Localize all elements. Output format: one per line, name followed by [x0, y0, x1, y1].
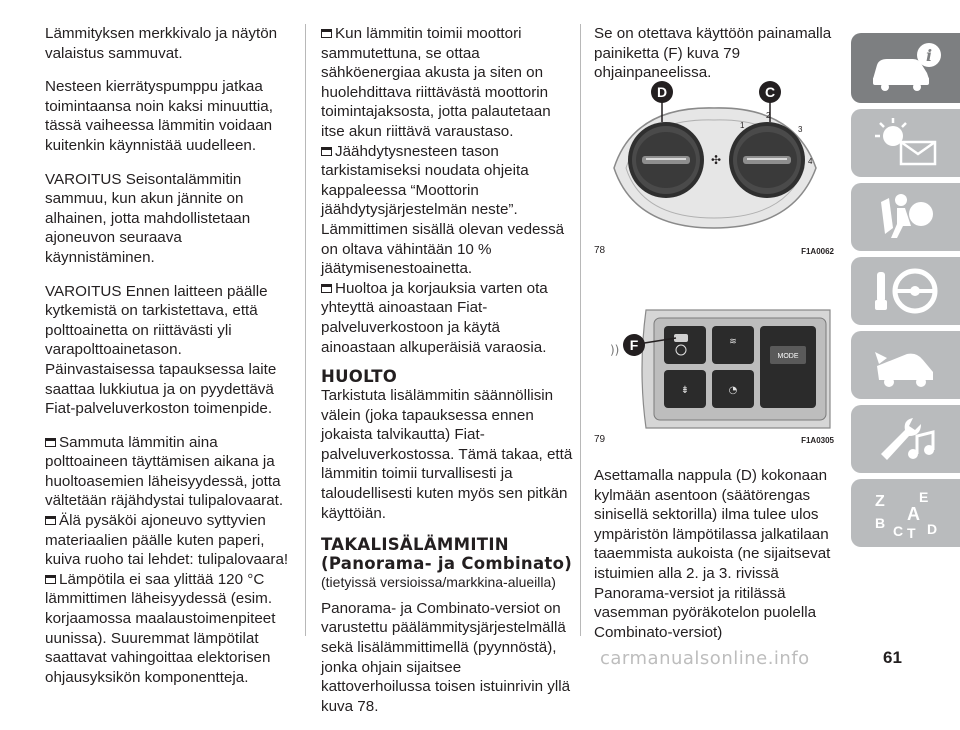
heater-knobs-illustration [594, 78, 834, 243]
callout-f: F [629, 337, 639, 353]
tab-index[interactable] [851, 479, 960, 547]
svg-text:Z: Z [874, 493, 885, 510]
tick-label: 3 [798, 125, 803, 134]
warning-paragraph: VAROITUS Seisontalämmitin sammuu, kun akun jännite on alhainen, jotta mahdollistetaan ajoneuvon seuraava käynnistäminen. [45, 170, 251, 266]
svg-text:B: B [874, 515, 885, 531]
tab-maintenance-multimedia[interactable] [851, 405, 960, 473]
figure-number: 79 [594, 434, 606, 445]
svg-text:C: C [892, 523, 903, 539]
figure-caption [594, 434, 834, 445]
bullet-item [45, 570, 295, 688]
column-right-lower [594, 466, 834, 656]
bullet-text: Sammuta lämmitin aina polttoaineen täyttämisen aikana ja huoltoasemien läheisyydessä, jotta vältetään räjähdystai tulipalovaarat. [45, 433, 284, 510]
bullet-item [45, 433, 295, 511]
column-divider [580, 24, 581, 636]
svg-text:◔: ◔ [728, 385, 738, 396]
section-heading: TAKALISÄLÄMMITIN (Panorama- ja Combinato) [321, 535, 573, 574]
watermark: carmanualsonline.info [600, 648, 810, 669]
bullet-item [321, 279, 573, 357]
paragraph: Tarkistuta lisälämmitin säännöllisin välein (joka tapauksessa ennen jokaista talvikautta) Fiat-palveluverkostossa. Tämä takaa, että lämmitin toimii turvallisesti ja taloudellisesti kuten myös sen pitkän käyttöiän. [321, 387, 573, 522]
column-middle [321, 24, 573, 730]
paragraph: Lämmityksen merkkivalo ja näytön valaistus sammuvat. [45, 25, 278, 62]
bullet-text: Huoltoa ja korjauksia varten ota yhteyttä ainoastaan Fiat-palveluverkostoon ja käytä ainoastaan alkuperäisiä varaosia. [321, 279, 548, 356]
alphabet-index-icon [867, 484, 945, 542]
svg-text:E: E [918, 489, 928, 505]
section-heading: HUOLTO [321, 367, 398, 387]
bullet-item [321, 142, 573, 279]
bullet-text: Älä pysäköi ajoneuvo syttyvien materiaalien päälle kuten paperi, kuiva ruoho tai lehdet: tulipalovaara! [45, 512, 289, 569]
svg-text:A: A [906, 504, 920, 524]
airbag-seat-icon [867, 188, 945, 246]
paragraph: Asettamalla nappula (D) kokonaan kylmään asentoon (säätörengas sinisellä sektorilla) ilma tulee ulos ympäristön lämpötilassa jalkatilaan taaemmista aukoista (ne sijaitsevat istuimien alla 2. ja 3. rivissä Panorama-versiot ja ritilässä vasemman pyöräkotelon puolella Combinato-versiot) [594, 467, 831, 641]
bullet-text: Kun lämmitin toimii moottori sammutettuna, se ottaa sähköenergiaa akusta ja siten on huolehdittava riittävästä moottorin toimintajaksosta, jotta palautetaan itse akun riittävä varaustaso. [321, 25, 551, 140]
key-steering-wheel-icon [867, 262, 945, 320]
tick-label: 2 [766, 111, 771, 120]
figure-number: 78 [594, 245, 606, 256]
column-left [45, 24, 295, 687]
car-crash-icon [867, 336, 945, 394]
tab-emergency[interactable] [851, 331, 960, 399]
bullet-item [321, 24, 573, 142]
figure-79 [594, 300, 834, 445]
tick-label: 4 [808, 157, 813, 166]
lights-message-icon [867, 114, 945, 172]
figure-code: F1A0305 [801, 436, 834, 445]
bullet-text: Jäähdytysnesteen tason tarkistamiseksi noudata ohjeita kappaleessa “Moottorin jäähdytysjärjestelmän neste”. Lämmittimen sisällä olevan vedessä on oltava vähintään 10 % jäätymisenestoainetta. [321, 142, 565, 278]
bullet-item [45, 511, 295, 570]
warning-paragraph: VAROITUS Ennen laitteen päälle kytkemistä on tarkistettava, että polttoainetta on riittävästi yli varapolttoainetason. Päinvastaisessa tapauksessa laite saattaa lukkiutua ja on pyydettävä Fiat-palveluverkoston toimenpide. [45, 282, 277, 418]
svg-text:≋: ≋ [729, 337, 737, 347]
bullet-text: Lämpötila ei saa ylittää 120 °C lämmittimen läheisyydessä (esim. korjaamossa maalaustoimenpiteet uunissa). Suuremmat lämpötilat saattavat vahingoittaa elektorisen ohjausyksikön komponentteja. [45, 570, 276, 686]
figure-78 [594, 78, 834, 256]
paragraph: Nesteen kierrätyspumppu jatkaa toimintaansa noin kaksi minuuttia, tässä vaiheessa lämmitin voidaan kuitenkin käynnistää uudelleen. [45, 78, 273, 154]
mode-label: MODE [777, 353, 799, 360]
availability-note: (tietyissä versioissa/markkina-alueilla) [321, 574, 556, 591]
paragraph: Panorama- ja Combinato-versiot on varustettu päälämmitysjärjestelmällä sekä lisälämmittimellä (pyynnöstä), jonka ohjain sijaitsee kattoverhoilussa toisen istuinrivin yllä kuva 78. [321, 599, 571, 715]
svg-text:D: D [926, 521, 937, 537]
paragraph: Se on otettava käyttöön painamalla painiketta (F) kuva 79 ohjainpaneelissa. [594, 25, 832, 82]
chapter-sidebar [851, 33, 960, 553]
figure-code: F1A0062 [801, 247, 834, 256]
car-info-icon [867, 39, 945, 97]
figure-caption [594, 245, 834, 256]
svg-text:)): )) [610, 343, 620, 357]
page-number: 61 [883, 648, 902, 667]
control-panel-illustration [594, 300, 834, 432]
wrench-music-icon [867, 410, 945, 468]
svg-text:✣: ✣ [710, 153, 722, 167]
tab-starting-driving[interactable] [851, 257, 960, 325]
callout-d: D [656, 84, 668, 100]
callout-c: C [764, 84, 776, 100]
svg-text:i: i [925, 46, 932, 65]
tab-car-info[interactable] [851, 33, 960, 103]
tab-lights-messages[interactable] [851, 109, 960, 177]
tab-airbag-safety[interactable] [851, 183, 960, 251]
column-divider [305, 24, 306, 636]
tick-label: 1 [740, 121, 745, 130]
svg-text:⇟: ⇟ [680, 385, 690, 396]
svg-text:T: T [906, 525, 916, 541]
